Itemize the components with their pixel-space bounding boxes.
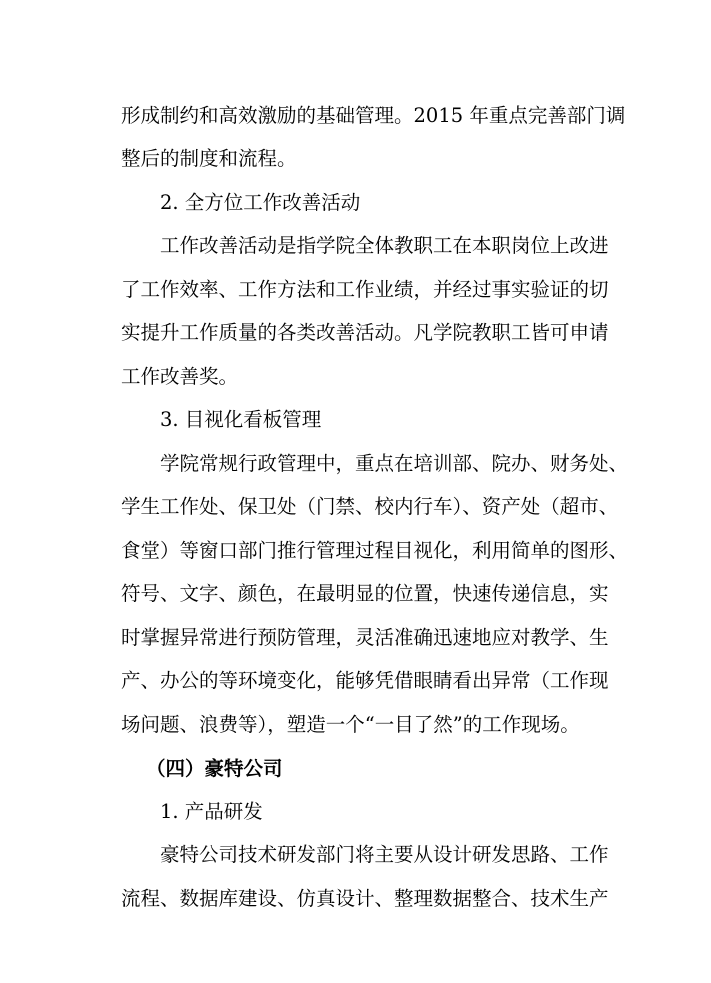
para3-line2: 学生工作处、保卫处（门禁、校内行车）、资产处（超市、 bbox=[121, 495, 619, 518]
section4-heading: （四）豪特公司 bbox=[146, 757, 283, 780]
para3-line6: 产、办公的等环境变化，能够凭借眼睛看出异常（工作现 bbox=[121, 669, 609, 692]
para3-line7: 场问题、浪费等），塑造一个“一目了然”的工作现场。 bbox=[121, 713, 580, 736]
para1-line2: 整后的制度和流程。 bbox=[121, 147, 297, 170]
para2-line3: 实提升工作质量的各类改善活动。凡学院教职工皆可申请 bbox=[121, 321, 609, 344]
para1-line1: 形成制约和高效激励的基础管理。2015 年重点完善部门调 bbox=[121, 104, 626, 127]
para3-line3: 食堂）等窗口部门推行管理过程目视化，利用简单的图形、 bbox=[121, 539, 629, 562]
sec2-heading: 2. 全方位工作改善活动 bbox=[160, 191, 361, 214]
para3-line5: 时掌握异常进行预防管理，灵活准确迅速地应对教学、生 bbox=[121, 626, 609, 649]
sub1-heading: 1. 产品研发 bbox=[160, 800, 263, 823]
para2-line2: 了工作效率、工作方法和工作业绩，并经过事实验证的切 bbox=[121, 278, 609, 301]
para4-line1: 豪特公司技术研发部门将主要从设计研发思路、工作 bbox=[160, 843, 609, 866]
para4-line2: 流程、数据库建设、仿真设计、整理数据整合、技术生产 bbox=[121, 887, 609, 910]
para2-line4: 工作改善奖。 bbox=[121, 365, 239, 388]
sec3-heading: 3. 目视化看板管理 bbox=[160, 408, 322, 431]
para3-line4: 符号、文字、颜色，在最明显的位置，快速传递信息，实 bbox=[121, 582, 609, 605]
para3-line1: 学院常规行政管理中，重点在培训部、院办、财务处、 bbox=[160, 452, 629, 475]
para2-line1: 工作改善活动是指学院全体教职工在本职岗位上改进 bbox=[160, 234, 609, 257]
